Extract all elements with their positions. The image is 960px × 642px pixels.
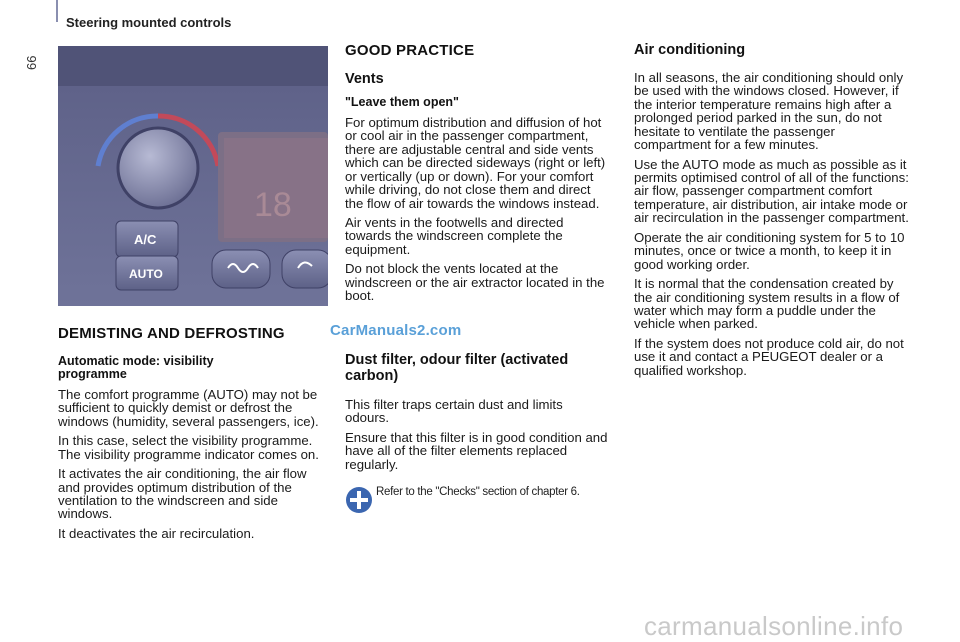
section-heading-air-conditioning: Air conditioning [634, 42, 746, 58]
middle-column [345, 43, 610, 309]
svg-text:18: 18 [254, 186, 292, 224]
paragraph: It activates the air conditioning, the air flow and provides optimum distribution of the ventilation to the windscreen and side windows. [58, 466, 307, 522]
section-heading-good-practice: GOOD PRACTICE [345, 42, 475, 59]
page-header-title: Steering mounted controls [66, 15, 232, 30]
paragraph: For optimum distribution and diffusion of hot or cool air in the passenger compartment, there are adjustable central and side vents which can be directed sideways (right or left) or vertically (up or down). For your comfort while driving, do not close them and direct the flow of air towards the windows instead. [345, 114, 606, 211]
subheading-leave-open: "Leave them open" [345, 95, 459, 110]
climate-panel-photo [58, 46, 328, 306]
subheading-vents: Vents [345, 71, 384, 88]
paragraph: Do not block the vents located at the windscreen or the air extractor located in the boot. [345, 261, 605, 304]
paragraph: Use the AUTO mode as much as possible as it permits optimised control of all of the functions: air flow, passenger compartment comfort temperature, air distribution, air intake mode or air recirculation in the passenger compartment. [634, 156, 909, 226]
filter-section [345, 353, 610, 477]
paragraph: It deactivates the air recirculation. [58, 525, 255, 541]
header-rule [56, 0, 58, 22]
watermark-inline: CarManuals2.com [330, 322, 462, 339]
paragraph: It is normal that the condensation created by the air conditioning system results in a flow of water which may form a puddle under the vehicle when parked. [634, 276, 900, 332]
right-column [634, 43, 910, 383]
plus-info-icon [346, 487, 372, 513]
paragraph: In this case, select the visibility programme. The visibility programme indicator comes on. [58, 433, 319, 462]
paragraph: If the system does not produce cold air, do not use it and contact a PEUGEOT dealer or a qualified workshop. [634, 335, 904, 378]
section-heading-demisting: DEMISTING AND DEFROSTING [58, 325, 285, 342]
ac-button-label: A/C [134, 232, 157, 247]
reference-note: Refer to the "Checks" section of chapter 6. [376, 486, 580, 498]
watermark-footer: carmanualsonline.info [644, 611, 904, 641]
paragraph: The comfort programme (AUTO) may not be sufficient to quickly demist or defrost the windows (humidity, several passengers, ice). [58, 386, 319, 429]
paragraph: Ensure that this filter is in good condition and have all of the filter elements replaced regularly. [345, 429, 608, 472]
page-number: 66 [24, 55, 39, 70]
paragraph: Air vents in the footwells and directed towards the windscreen complete the equipment. [345, 215, 564, 257]
paragraph: Operate the air conditioning system for 5 to 10 minutes, once or twice a month, to keep it in good working order. [634, 229, 905, 272]
subheading-visibility: Automatic mode: visibility programme [58, 354, 214, 382]
left-column [58, 326, 328, 546]
auto-button-label: AUTO [129, 267, 163, 281]
paragraph: In all seasons, the air conditioning should only be used with the windows closed. However, if the interior temperature remains high after a prolonged period parked in the sun, do not hesitate to ventilate the passenger compartment for a few minutes. [634, 69, 904, 153]
paragraph: This filter traps certain dust and limits odours. [345, 396, 563, 426]
subheading-dust-filter: Dust filter, odour filter (activated carbon) [345, 352, 569, 384]
